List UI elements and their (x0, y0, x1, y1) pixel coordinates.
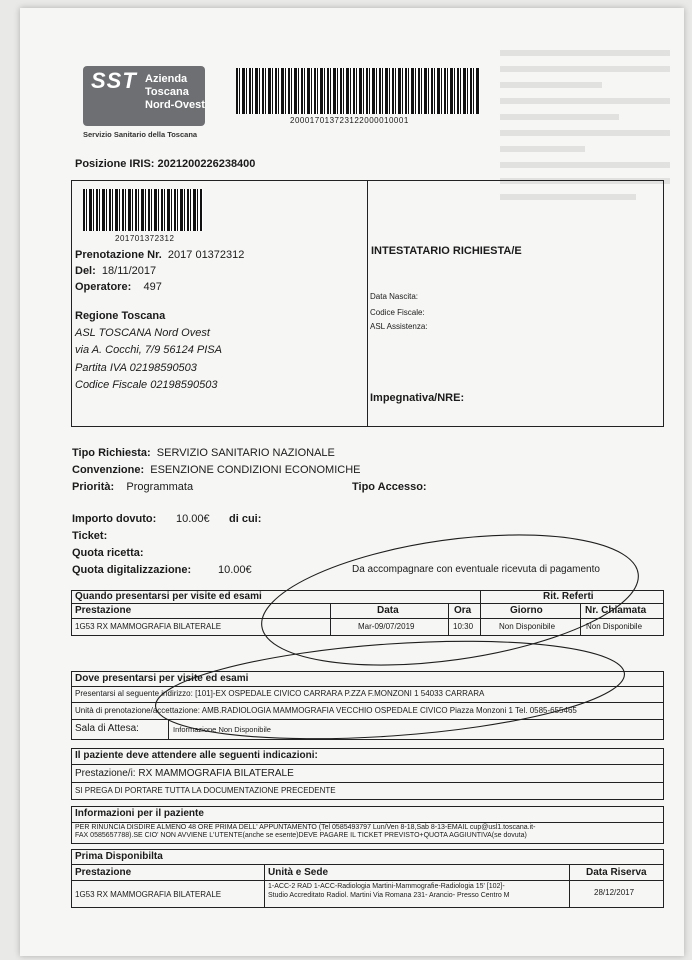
prima-prestazione: 1G53 RX MAMMOGRAFIA BILATERALE (75, 890, 222, 899)
quota-digitalizzazione-label: Quota digitalizzazione: (72, 564, 192, 576)
top-barcode (236, 68, 480, 114)
codice-fiscale-label: Codice Fiscale: (370, 308, 425, 317)
codice-fiscale: Codice Fiscale 02198590503 (75, 379, 218, 391)
quota-digitalizzazione-value: 10.00€ (218, 564, 252, 576)
indicazioni-documentazione: SI PREGA DI PORTARE TUTTA LA DOCUMENTAZIONE PRECEDENTE (75, 786, 336, 795)
prima-col-unita: Unità e Sede (268, 867, 329, 878)
asl-name: ASL TOSCANA Nord Ovest (75, 327, 210, 339)
indicazioni-title: Il paziente deve attendere alle seguenti indicazioni: (75, 750, 318, 761)
visit-prestazione: 1G53 RX MAMMOGRAFIA BILATERALE (75, 622, 222, 631)
visits-title: Quando presentarsi per visite ed esami (75, 591, 262, 602)
col-giorno: Giorno (510, 605, 543, 616)
dove-title: Dove presentarsi per visite ed esami (75, 673, 249, 684)
prima-title: Prima Disponibilta (75, 851, 163, 862)
booking-date: Del: 18/11/2017 (75, 265, 157, 277)
regione: Regione Toscana (75, 310, 166, 322)
sst-logo: SST Azienda Toscana Nord-Ovest Servizio Sanitario della Toscana (83, 68, 205, 139)
sala-attesa-label: Sala di Attesa: (75, 723, 139, 734)
prima-sede-line2: Studio Accreditato Radiol. Martini Via Romana 231- Arancio- Presso Centro M (268, 892, 510, 899)
visit-nr-chiamata: Non Disponibile (586, 622, 643, 631)
booking-barcode (83, 189, 203, 231)
top-barcode-number: 200017013723122000010001 (290, 116, 409, 125)
visit-data: Mar-09/07/2019 (358, 622, 415, 631)
tipo-richiesta: Tipo Richiesta: SERVIZIO SANITARIO NAZIONALE (72, 447, 335, 459)
sala-attesa-value: Informazione Non Disponibile (173, 725, 271, 734)
prima-col-data: Data Riserva (586, 867, 647, 878)
informazioni-line1: PER RINUNCIA DISDIRE ALMENO 48 ORE PRIMA DELL' APPUNTAMENTO (Tel 0585493797 Lun/Ven 8-18,Sab 8-13-EMAIL cup@usl1.toscana.it- (75, 824, 536, 831)
quota-ricetta-label: Quota ricetta: (72, 547, 144, 559)
asl-address: via A. Cocchi, 7/9 56124 PISA (75, 344, 222, 356)
operatore: Operatore: 497 (75, 281, 162, 293)
prima-sede-line1: 1-ACC-2 RAD 1-ACC-Radiologia Martini-Mammografie-Radiologia 15' [102]- (268, 883, 505, 890)
col-prestazione: Prestazione (75, 605, 132, 616)
booking-barcode-number: 201701372312 (115, 234, 175, 243)
informazioni-title: Informazioni per il paziente (75, 808, 204, 819)
col-nr-chiamata: Nr. Chiamata (585, 605, 647, 616)
informazioni-line2: FAX 0585657788).SE CIO' NON AVVIENE L'UTENTE(anche se esente)DEVE PAGARE IL TICKET PREVISTO+QUOTA AGGIUNTIVA(se dovuta) (75, 832, 527, 839)
ticket-label: Ticket: (72, 530, 108, 542)
posizione-iris: Posizione IRIS: 2021200226238400 (75, 158, 256, 170)
dove-unita: Unità di prenotazione/accettazione: AMB.RADIOLOGIA MAMMOGRAFIA VECCHIO OSPEDALE CIVICO Piazza Monzoni 1 Tel. 0585-655465 (75, 706, 577, 715)
prima-col-prestazione: Prestazione (75, 867, 132, 878)
booking-divider (367, 180, 368, 426)
prenotazione-number: Prenotazione Nr. 2017 01372312 (75, 249, 245, 261)
ricevuta-note: Da accompagnare con eventuale ricevuta di pagamento (352, 564, 600, 575)
partita-iva: Partita IVA 02198590503 (75, 362, 197, 374)
rit-referti-label: Rit. Referti (543, 591, 594, 602)
priorita: Priorità: Programmata (72, 481, 194, 493)
prima-data-riserva: 28/12/2017 (594, 888, 635, 897)
convenzione: Convenzione: ESENZIONE CONDIZIONI ECONOMICHE (72, 464, 361, 476)
indicazioni-prestazione: Prestazione/i: RX MAMMOGRAFIA BILATERALE (75, 768, 294, 779)
intestatario-title: INTESTATARIO RICHIESTA/E (371, 245, 522, 257)
visit-ora: 10:30 (453, 622, 474, 631)
col-data: Data (377, 605, 399, 616)
di-cui-label: di cui: (229, 513, 262, 525)
col-ora: Ora (454, 605, 472, 616)
importo-value: 10.00€ (176, 513, 210, 525)
importo-label: Importo dovuto: (72, 513, 157, 525)
data-nascita-label: Data Nascita: (370, 292, 419, 301)
asl-assistenza-label: ASL Assistenza: (370, 322, 428, 331)
tipo-accesso-label: Tipo Accesso: (352, 481, 427, 493)
impegnativa-label: Impegnativa/NRE: (370, 392, 465, 404)
visit-giorno: Non Disponibile (499, 622, 556, 631)
dove-indirizzo: Presentarsi al seguente indirizzo: [101]-EX OSPEDALE CIVICO CARRARA P.ZZA F.MONZONI 1 54033 CARRARA (75, 689, 485, 698)
